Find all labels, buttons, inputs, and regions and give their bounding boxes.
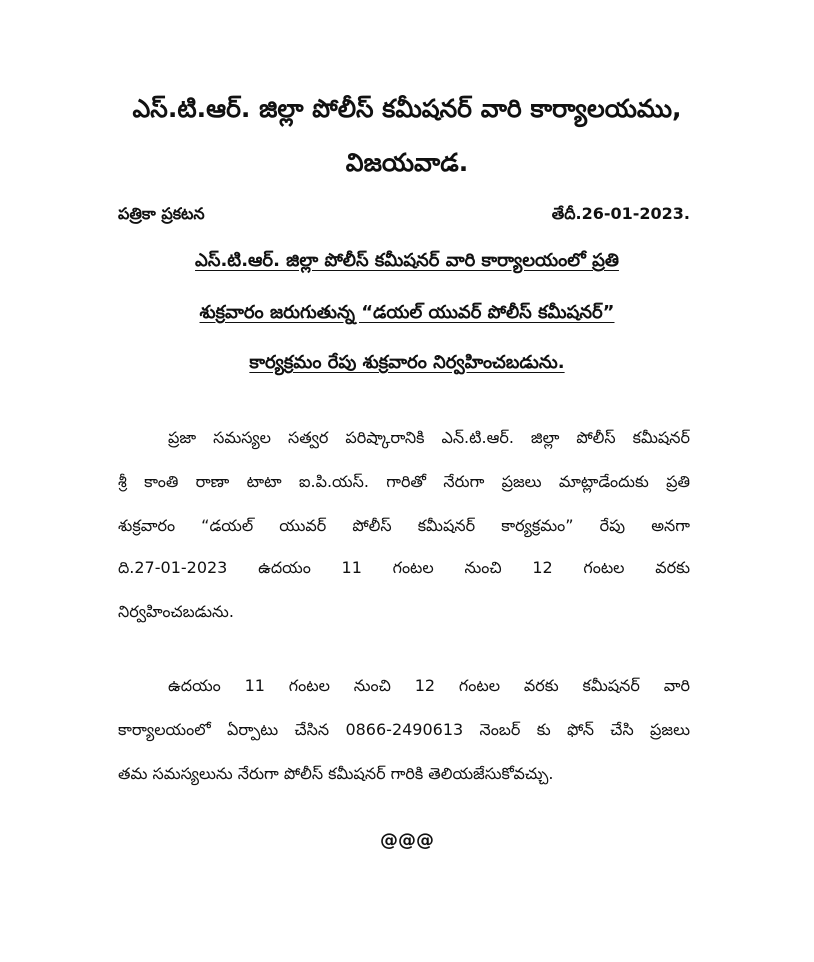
office-title: ఎస్.టి.ఆర్. జిల్లా పోలీస్ కమీషనర్ వారి కార్యాలయము, [132,94,682,123]
subject-line-3: కార్యక్రమం రేపు శుక్రవారం నిర్వహించబడును. [249,352,565,373]
paragraph-line: శుక్రవారం “డయల్ యువర్ పోలీస్ కమీషనర్ కార్యక్రమం” రేపు అనగా [118,516,690,535]
paragraph-line: కార్యాలయంలో ఏర్పాటు చేసిన 0866-2490613 నెంబర్ కు ఫోన్ చేసి ప్రజలు [118,720,690,739]
subject-line-1: ఎస్.టి.ఆర్. జిల్లా పోలీస్ కమీషనర్ వారి కార్యాలయంలో ప్రతి [195,250,619,271]
paragraph-line: ఉదయం 11 గంటల నుంచి 12 గంటల వరకు కమీషనర్ వారి [168,676,690,695]
end-mark: @@@ [380,830,434,851]
paragraph-line: తమ సమస్యలును నేరుగా పోలీస్ కమీషనర్ గారికి తెలియజేసుకోవచ్చు. [118,764,554,783]
paragraph-line: నిర్వహించబడును. [118,602,234,621]
press-release-label: పత్రికా ప్రకటన [118,204,205,223]
release-date: తేదీ.26-01-2023. [551,204,690,223]
meta-row [118,204,690,230]
subject-line-2: శుక్రవారం జరుగుతున్న “డయల్ యువర్ పోలీస్ కమీషనర్” [199,302,615,323]
office-city: విజయవాడ. [345,148,469,177]
paragraph-line: శ్రీ కాంతి రాణా టాటా ఐ.పి.యస్. గారితో నేరుగా ప్రజలు మాట్లాడేందుకు ప్రతి [118,472,690,491]
paragraph-line: ది.27-01-2023 ఉదయం 11 గంటల నుంచి 12 గంటల వరకు [118,558,690,577]
paragraph-line: ప్రజా సమస్యల సత్వర పరిష్కారానికి ఎన్.టి.ఆర్. జిల్లా పోలీస్ కమీషనర్ [168,428,690,447]
